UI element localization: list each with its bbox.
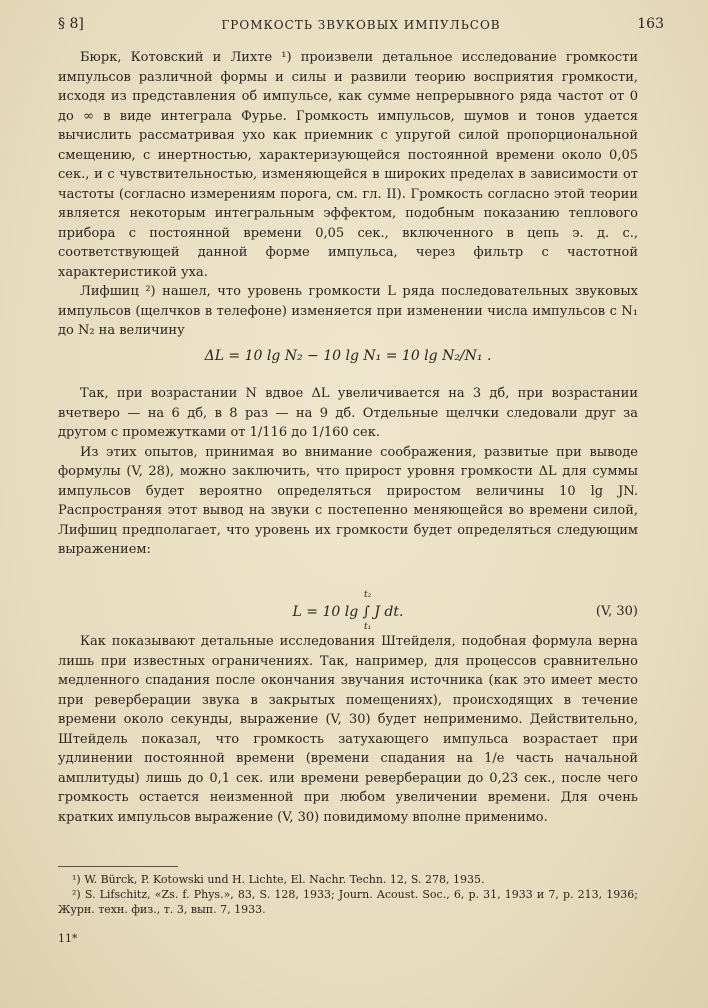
footnote-rule <box>58 866 178 867</box>
footnote-1: ¹) W. Bürck, P. Kotowski und H. Lichte, El. Nachr. Techn. 12, S. 278, 1935. <box>72 873 485 886</box>
paragraph-2: Лифшиц ²) нашел, что уровень громкости L ряда последовательных звуковых импульсов (щелчков в телефоне) изменяется при изменении числа импульсов с N₁ до N₂ на величину <box>58 284 638 338</box>
paragraph-5: Как показывают детальные исследования Штейделя, подобная формула верна лишь при известных ограничениях. Так, например, для процессов сравнительно медленного спадания после окончания звучания источника (как это имеет место при реверберации звука в закрытых помещениях), происходящих в течение времени около секунды, выражение (V, 30) будет неприменимо. Действительно, Штейдель показал, что громкость затухающего импульса возрастает при удлинении постоянной времени (времени спадания на 1/e часть начальной амплитуды) лишь до 0,1 сек. или времени реверберации до 0,23 сек., после чего громкость остается неизменной при любом увеличении времени. Для очень кратких импульсов выражение (V, 30) повидимому вполне применимо. <box>58 634 638 825</box>
signature-mark: 11* <box>58 932 78 945</box>
page-number: 163 <box>637 16 664 32</box>
running-title: ГРОМКОСТЬ ЗВУКОВЫХ ИМПУЛЬСОВ <box>221 18 501 32</box>
paragraph-4: Из этих опытов, принимая во внимание соображения, развитые при выводе формулы (V, 28), можно заключить, что прирост уровня громкости ΔL для суммы импульсов будет вероятно определяться приростом величины 10 lg JN. Распространяя этот вывод на звуки с постепенно меняющейся во времени силой, Лифшиц предполагает, что уровень их громкости будет определяться следующим выражением: <box>58 444 638 557</box>
paragraph-1: Бюрк, Котовский и Лихте ¹) произвели детальное исследование громкости импульсов различной формы и силы и развили теорию восприятия громкости, исходя из представления об импульсе, как сумме непрерывного ряда частот от 0 до ∞ в виде интеграла Фурье. Громкость импульсов, шумов и тонов удается вычислить рассматривая ухо как приемник с упругой силой пропорциональной смещению, с инертностью, характеризующейся постоянной времени около 0,05 сек., и с чувствительностью, изменяющейся в широких пределах в зависимости от частоты (согласно измерениям порога, см. гл. II). Громкость согласно этой теории является некоторым интегральным эффектом, подобным показанию теплового прибора с постоянной времени 0,05 сек., включенного в цепь э. д. с., соответствующей данной форме импульса, через фильтр с частотной характеристикой уха. <box>58 50 638 280</box>
section-marker: § 8] <box>58 16 84 32</box>
formula-v30-text: L = 10 lg ∫ J dt. <box>292 604 404 620</box>
paragraph-block-3 <box>58 632 638 827</box>
formula-delta-l-text: ΔL = 10 lg N₂ − 10 lg N₁ = 10 lg N₂/N₁ . <box>204 348 492 364</box>
footnotes <box>58 872 638 917</box>
paragraph-3: Так, при возрастании N вдвое ΔL увеличивается на 3 дб, при возрастании вчетверо — на 6 дб, в 8 раз — на 9 дб. Отдельные щелчки следовали друг за другом с промежутками от 1/116 до 1/160 сек. <box>58 386 638 440</box>
running-header <box>58 16 664 40</box>
footnote-2: ²) S. Lifschitz, «Zs. f. Phys.», 83, S. 128, 1933; Journ. Acoust. Soc., 6, p. 31, 1933 и 7, p. 213, 1936; Журн. техн. физ., т. 3, вып. 7, 1933. <box>58 888 638 916</box>
paragraph-block-2 <box>58 384 638 560</box>
equation-number: (V, 30) <box>595 604 638 619</box>
integral-upper-limit: t₂ <box>364 590 372 600</box>
integral-lower-limit: t₁ <box>364 622 372 632</box>
paragraph-intro <box>58 48 638 341</box>
